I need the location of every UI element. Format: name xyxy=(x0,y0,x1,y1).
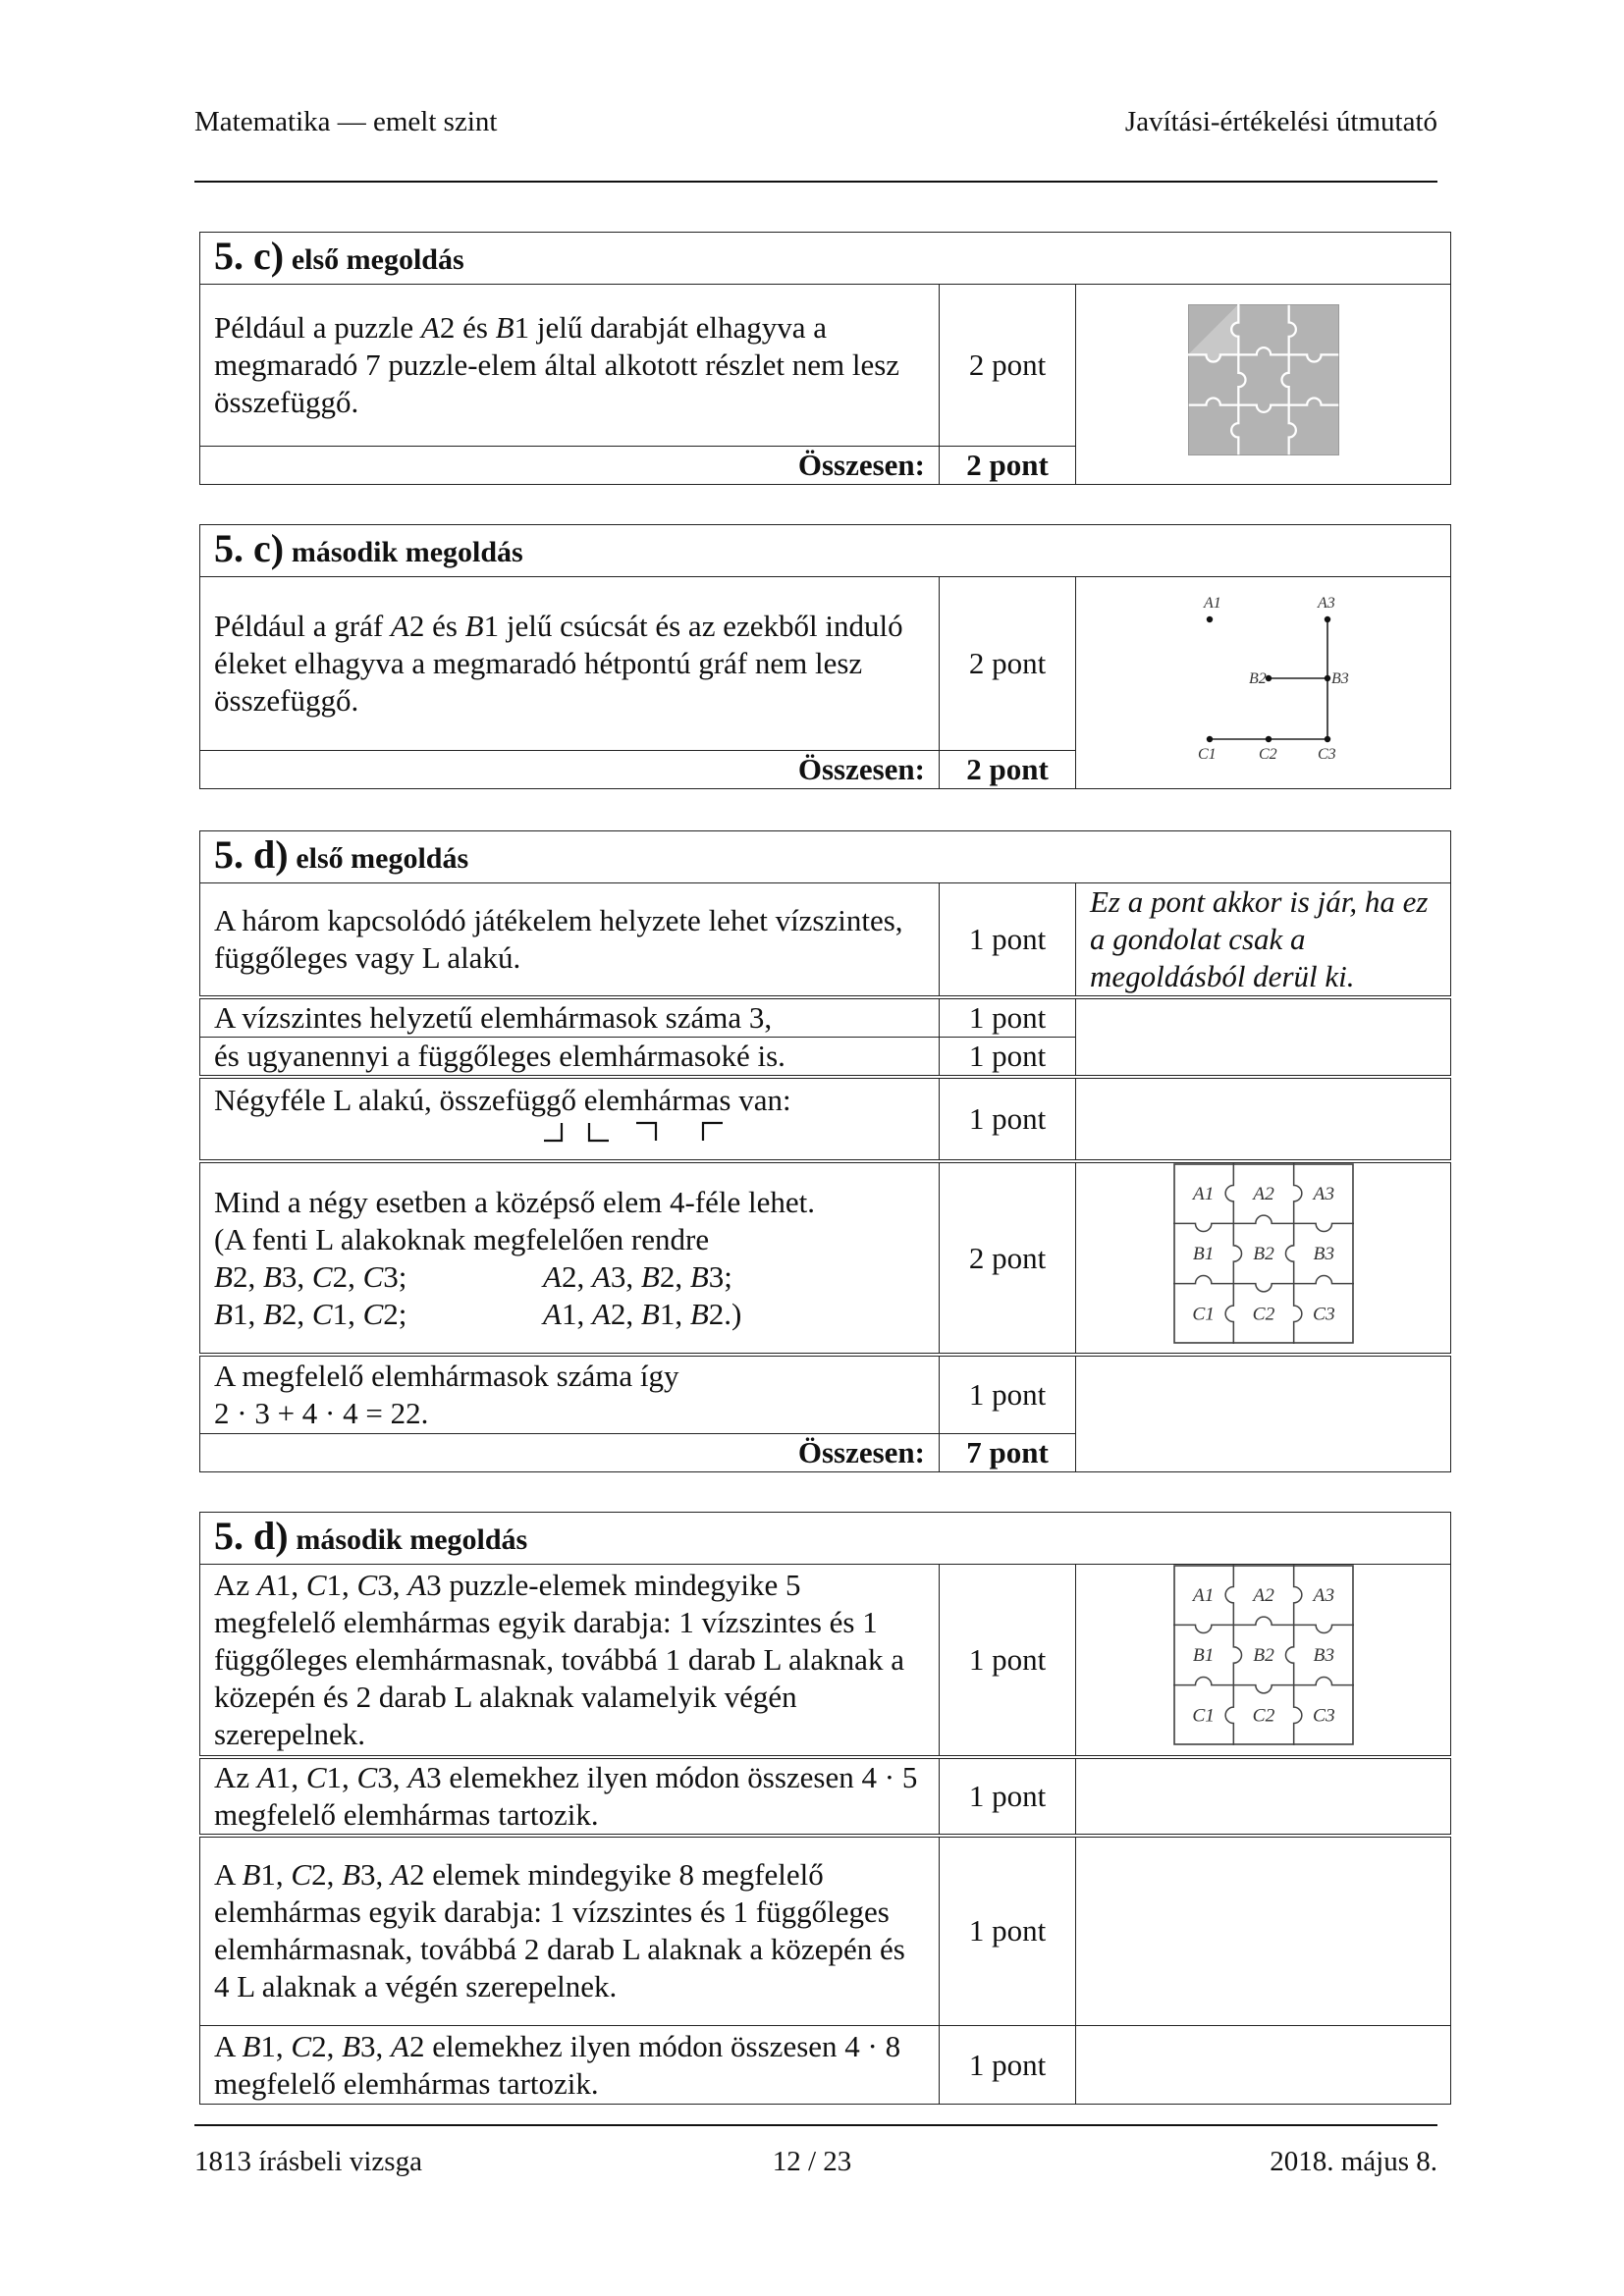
text-line: 2 · 3 + 4 · 4 = 22. xyxy=(214,1395,429,1430)
points-cell: 2 pont xyxy=(940,1161,1076,1355)
section-title xyxy=(200,233,1451,285)
solution-text: Például a gráf A2 és B1 jelű csúcsát és az ezekből induló éleket elhagyva a megmaradó hétpontú gráf nem lesz összefüggő. xyxy=(200,577,940,751)
footer-rule xyxy=(194,2124,1437,2126)
total-label: Összesen: xyxy=(200,751,940,789)
solution-text: A három kapcsolódó játékelem helyzete lehet vízszintes, függőleges vagy L alakú. xyxy=(200,883,940,998)
solution-text: Például a puzzle A2 és B1 jelű darabját elhagyva a megmaradó 7 puzzle-elem által alkotott részlet nem lesz összefüggő. xyxy=(200,285,940,447)
total-label: Összesen: xyxy=(200,447,940,485)
solution-text: és ugyanennyi a függőleges elemhármasoké is. xyxy=(200,1038,940,1078)
puzzle-grid-image xyxy=(1173,1163,1354,1344)
puzzle-label-b2: B2 xyxy=(1252,1645,1274,1667)
puzzle-label-c1: C1 xyxy=(1191,1304,1215,1325)
section-title xyxy=(200,525,1451,577)
text-line: (A fenti L alakoknak megfelelően rendre xyxy=(214,1221,710,1256)
svg-text:C1: C1 xyxy=(1197,746,1217,763)
empty-note-cell xyxy=(1076,2026,1451,2105)
svg-text:B2: B2 xyxy=(1248,670,1267,687)
puzzle-label-a1: A1 xyxy=(1192,1585,1214,1607)
puzzle-label-b2: B2 xyxy=(1252,1244,1274,1265)
points-cell: 2 pont xyxy=(940,285,1076,447)
puzzle-grid-cell xyxy=(1076,1161,1451,1355)
section-5c-second xyxy=(199,524,1451,789)
graph-diagram xyxy=(1170,592,1357,765)
empty-note-cell xyxy=(1076,1836,1451,2026)
solution-text xyxy=(200,1161,940,1355)
points-cell: 1 pont xyxy=(940,1757,1076,1836)
section-title xyxy=(200,831,1451,883)
empty-note-cell xyxy=(1076,1757,1451,1836)
puzzle-label-b3: B3 xyxy=(1313,1645,1334,1667)
puzzle-grid-image xyxy=(1173,1565,1354,1745)
points-cell: 1 pont xyxy=(940,883,1076,998)
total-points: 2 pont xyxy=(940,447,1076,485)
svg-text:C2: C2 xyxy=(1258,746,1277,763)
total-points: 2 pont xyxy=(940,751,1076,789)
solution-text: A B1, C2, B3, A2 elemekhez ilyen módon összesen 4 · 8 megfelelő elemhármas tartozik. xyxy=(200,2026,940,2105)
section-number: 5. d) xyxy=(214,832,289,877)
section-title-text: második megoldás xyxy=(296,1523,528,1556)
puzzle-label-b1: B1 xyxy=(1192,1645,1214,1667)
puzzle-figure-cell xyxy=(1076,285,1451,485)
points-cell: 1 pont xyxy=(940,1355,1076,1433)
section-title-text: második megoldás xyxy=(291,536,523,568)
solution-text: Az A1, C1, C3, A3 puzzle-elemek mindegyike 5 megfelelő elemhármas egyik darabja: 1 vízszintes és 1 függőleges elemhármasnak, továbbá 1 darab L alaknak a közepén és 2 darab L alaknak valamelyik végén szerepelnek. xyxy=(200,1565,940,1757)
puzzle-label-c2: C2 xyxy=(1252,1304,1274,1325)
puzzle-label-c3: C3 xyxy=(1312,1304,1335,1325)
section-5c-first xyxy=(199,232,1451,485)
points-cell: 1 pont xyxy=(940,997,1076,1038)
puzzle-label-a3: A3 xyxy=(1313,1585,1334,1607)
footer-date: 2018. május 8. xyxy=(1270,2146,1437,2177)
empty-note-cell xyxy=(1076,1355,1451,1471)
total-points: 7 pont xyxy=(940,1433,1076,1471)
text-line: A megfelelő elemhármasok száma így xyxy=(214,1358,679,1393)
section-5d-first xyxy=(199,830,1451,1472)
solution-text xyxy=(200,1355,940,1433)
grading-note: Ez a pont akkor is jár, ha ez a gondolat csak a megoldásból derül ki. xyxy=(1076,883,1451,998)
puzzle-label-a2: A2 xyxy=(1252,1585,1274,1607)
l-shapes-intro: Négyféle L alakú, összefüggő elemhármas van: xyxy=(214,1083,791,1117)
footer-left: 1813 írásbeli vizsga xyxy=(194,2146,422,2177)
puzzle-label-b1: B1 xyxy=(1192,1244,1214,1265)
text-line: Mind a négy esetben a középső elem 4-féle lehet. xyxy=(214,1184,816,1219)
puzzle-label-c1: C1 xyxy=(1191,1705,1215,1727)
puzzle-label-a1: A1 xyxy=(1192,1183,1214,1204)
footer-page-number: 12 / 23 xyxy=(772,2146,852,2177)
solution-text: A vízszintes helyzetű elemhármasok száma 3, xyxy=(200,997,940,1038)
total-label: Összesen: xyxy=(200,1433,940,1471)
puzzle-label-b3: B3 xyxy=(1313,1244,1334,1265)
section-title-text: első megoldás xyxy=(296,842,469,875)
section-title-text: első megoldás xyxy=(291,243,464,276)
l-shape-glyphs-icon xyxy=(540,1119,756,1147)
section-number: 5. c) xyxy=(214,526,285,570)
solution-text: Az A1, C1, C3, A3 elemekhez ilyen módon összesen 4 · 5 megfelelő elemhármas tartozik. xyxy=(200,1757,940,1836)
l-shapes-icons xyxy=(214,1119,925,1156)
puzzle-grid-cell xyxy=(1076,1565,1451,1757)
points-cell: 1 pont xyxy=(940,1565,1076,1757)
header-left: Matematika — emelt szint xyxy=(194,106,498,137)
section-number: 5. d) xyxy=(214,1514,289,1558)
points-cell: 1 pont xyxy=(940,1836,1076,2026)
text-line: B1, B2, C1, C2; A1, A2, B1, B2.) xyxy=(214,1296,742,1331)
points-cell: 1 pont xyxy=(940,1038,1076,1078)
puzzle-label-c3: C3 xyxy=(1312,1705,1335,1727)
points-cell: 2 pont xyxy=(940,577,1076,751)
points-cell: 1 pont xyxy=(940,2026,1076,2105)
puzzle-label-a3: A3 xyxy=(1313,1183,1334,1204)
empty-note-cell xyxy=(1076,1077,1451,1161)
puzzle-label-a2: A2 xyxy=(1252,1183,1274,1204)
header-rule xyxy=(194,181,1437,183)
section-5d-second xyxy=(199,1512,1451,2105)
puzzle-label-c2: C2 xyxy=(1252,1705,1274,1727)
section-number: 5. c) xyxy=(214,234,285,278)
solution-text: A B1, C2, B3, A2 elemek mindegyike 8 megfelelő elemhármas egyik darabja: 1 vízszintes és 1 függőleges elemhármasnak, továbbá 2 darab L alaknak a közepén és 4 L alaknak a végén szerepelnek. xyxy=(200,1836,940,2026)
solution-text xyxy=(200,1077,940,1161)
svg-text:A3: A3 xyxy=(1317,595,1335,612)
empty-note-cell xyxy=(1076,997,1451,1077)
section-title xyxy=(200,1513,1451,1565)
points-cell: 1 pont xyxy=(940,1077,1076,1161)
header-right: Javítási-értékelési útmutató xyxy=(1124,106,1437,137)
svg-text:B3: B3 xyxy=(1330,670,1349,687)
text-line: B2, B3, C2, C3; A2, A3, B2, B3; xyxy=(214,1258,732,1294)
graph-figure-cell xyxy=(1076,577,1451,789)
svg-text:A1: A1 xyxy=(1203,595,1221,612)
puzzle-image xyxy=(1188,304,1339,455)
svg-text:C3: C3 xyxy=(1317,746,1336,763)
